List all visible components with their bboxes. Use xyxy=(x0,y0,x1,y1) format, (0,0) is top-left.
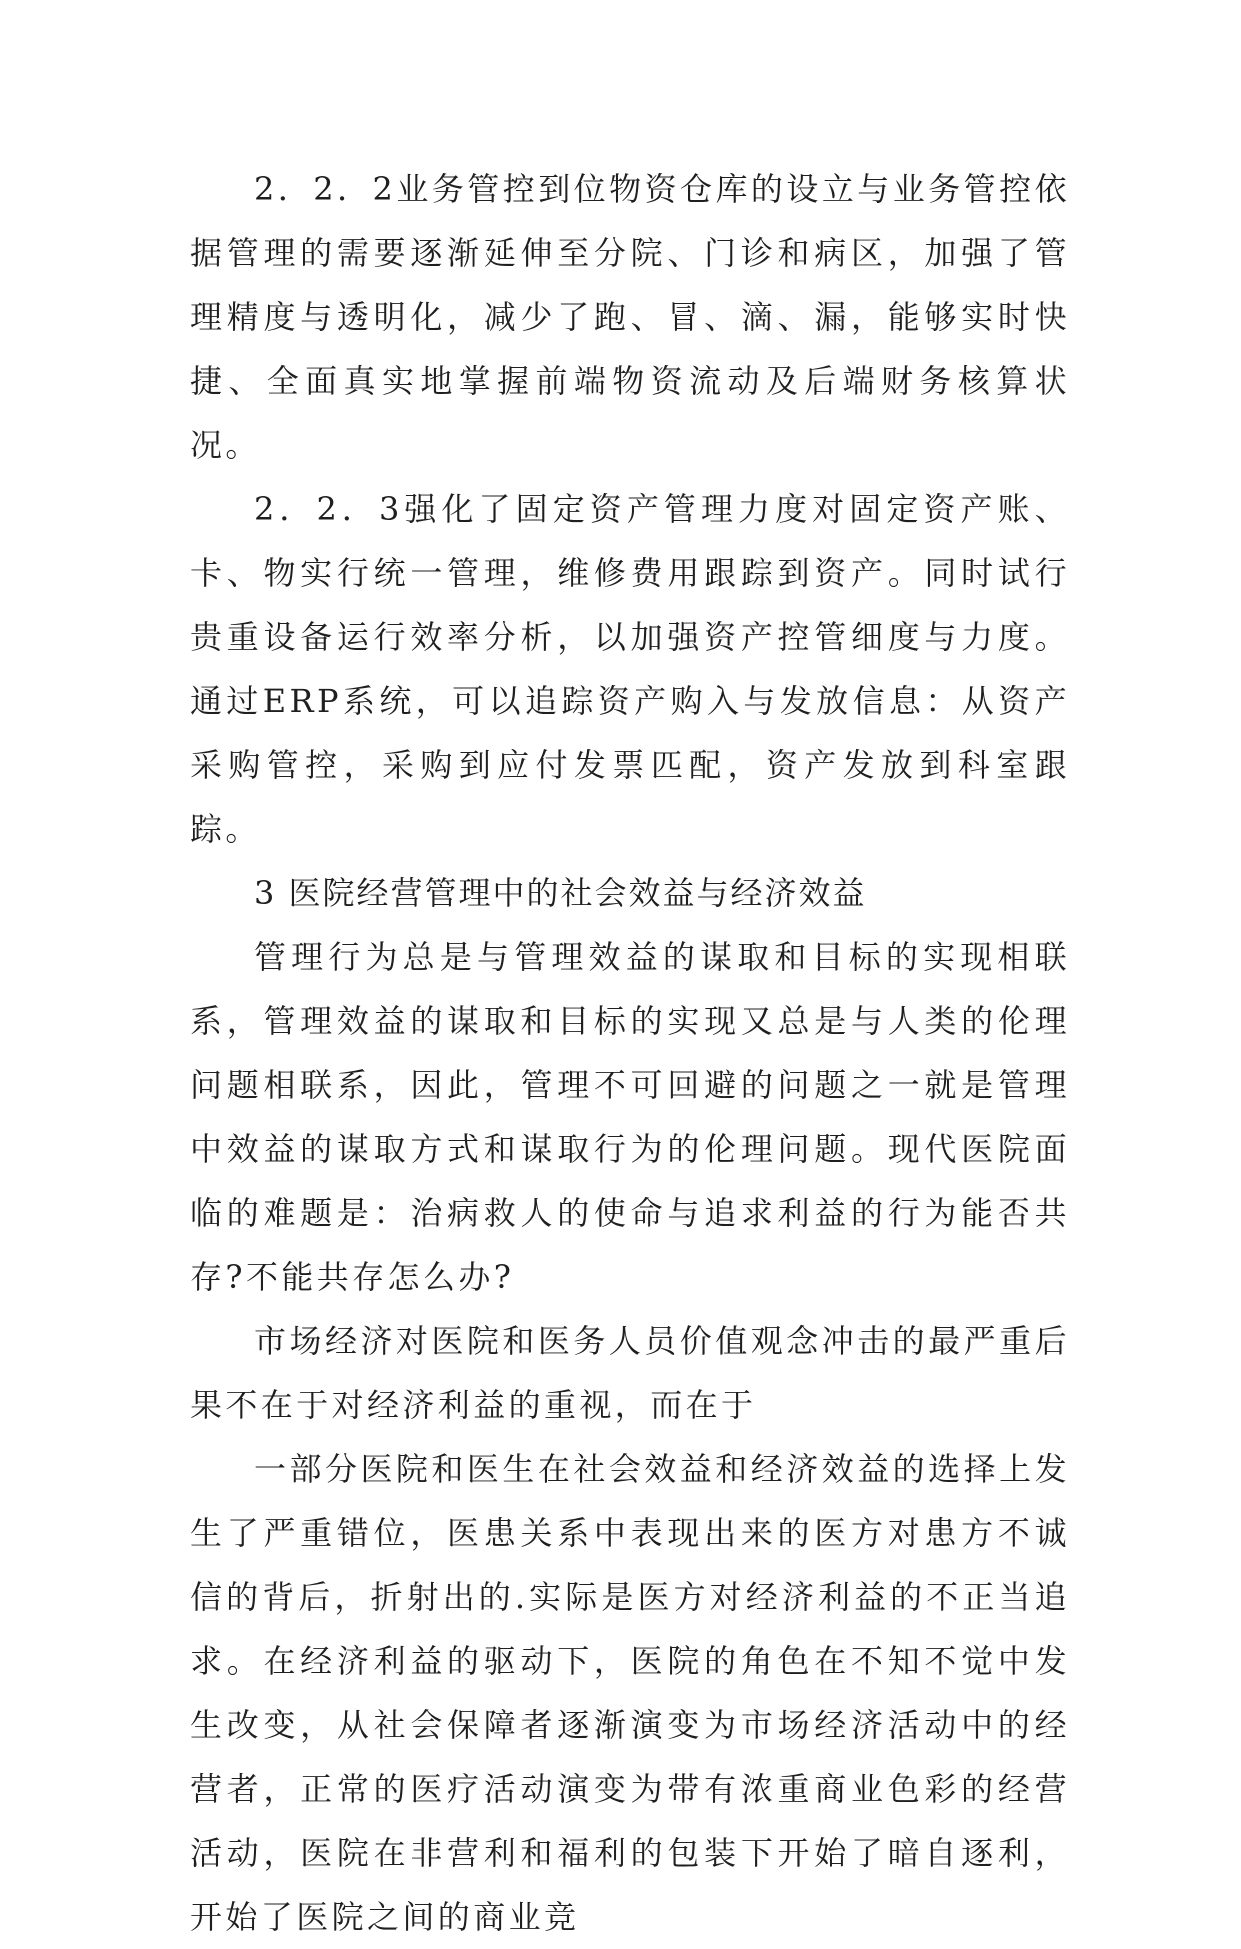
document-body xyxy=(190,157,1070,1949)
paragraph-2-2-3: 2．2．3强化了固定资产管理力度对固定资产账、卡、物实行统一管理，维修费用跟踪到资产。同时试行贵重设备运行效率分析，以加强资产控管细度与力度。通过ERP系统，可以追踪资产购入与发放信息：从资产采购管控，采购到应付发票匹配，资产发放到科室跟踪。 xyxy=(190,490,1070,848)
paragraph-market-economy: 市场经济对医院和医务人员价值观念冲击的最严重后果不在于对经济利益的重视，而在于 xyxy=(190,1322,1070,1424)
paragraph-2-2-2: 2．2．2业务管控到位物资仓库的设立与业务管控依据管理的需要逐渐延伸至分院、门诊和病区，加强了管理精度与透明化，减少了跑、冒、滴、漏，能够实时快捷、全面真实地掌握前端物资流动及后端财务核算状况。 xyxy=(190,170,1070,464)
section-heading-3: 3 医院经营管理中的社会效益与经济效益 xyxy=(254,874,867,912)
paragraph-hospital-role: 一部分医院和医生在社会效益和经济效益的选择上发生了严重错位，医患关系中表现出来的医方对患方不诚信的背后，折射出的.实际是医方对经济利益的不正当追求。在经济利益的驱动下，医院的角色在不知不觉中发生改变，从社会保障者逐渐演变为市场经济活动中的经营者，正常的医疗活动演变为带有浓重商业色彩的经营活动，医院在非营利和福利的包装下开始了暗自逐利，开始了医院之间的商业竞 xyxy=(190,1450,1070,1936)
paragraph-management-ethics: 管理行为总是与管理效益的谋取和目标的实现相联系，管理效益的谋取和目标的实现又总是与人类的伦理问题相联系，因此，管理不可回避的问题之一就是管理中效益的谋取方式和谋取行为的伦理问题。现代医院面临的难题是：治病救人的使命与追求利益的行为能否共存?不能共存怎么办? xyxy=(190,938,1070,1296)
